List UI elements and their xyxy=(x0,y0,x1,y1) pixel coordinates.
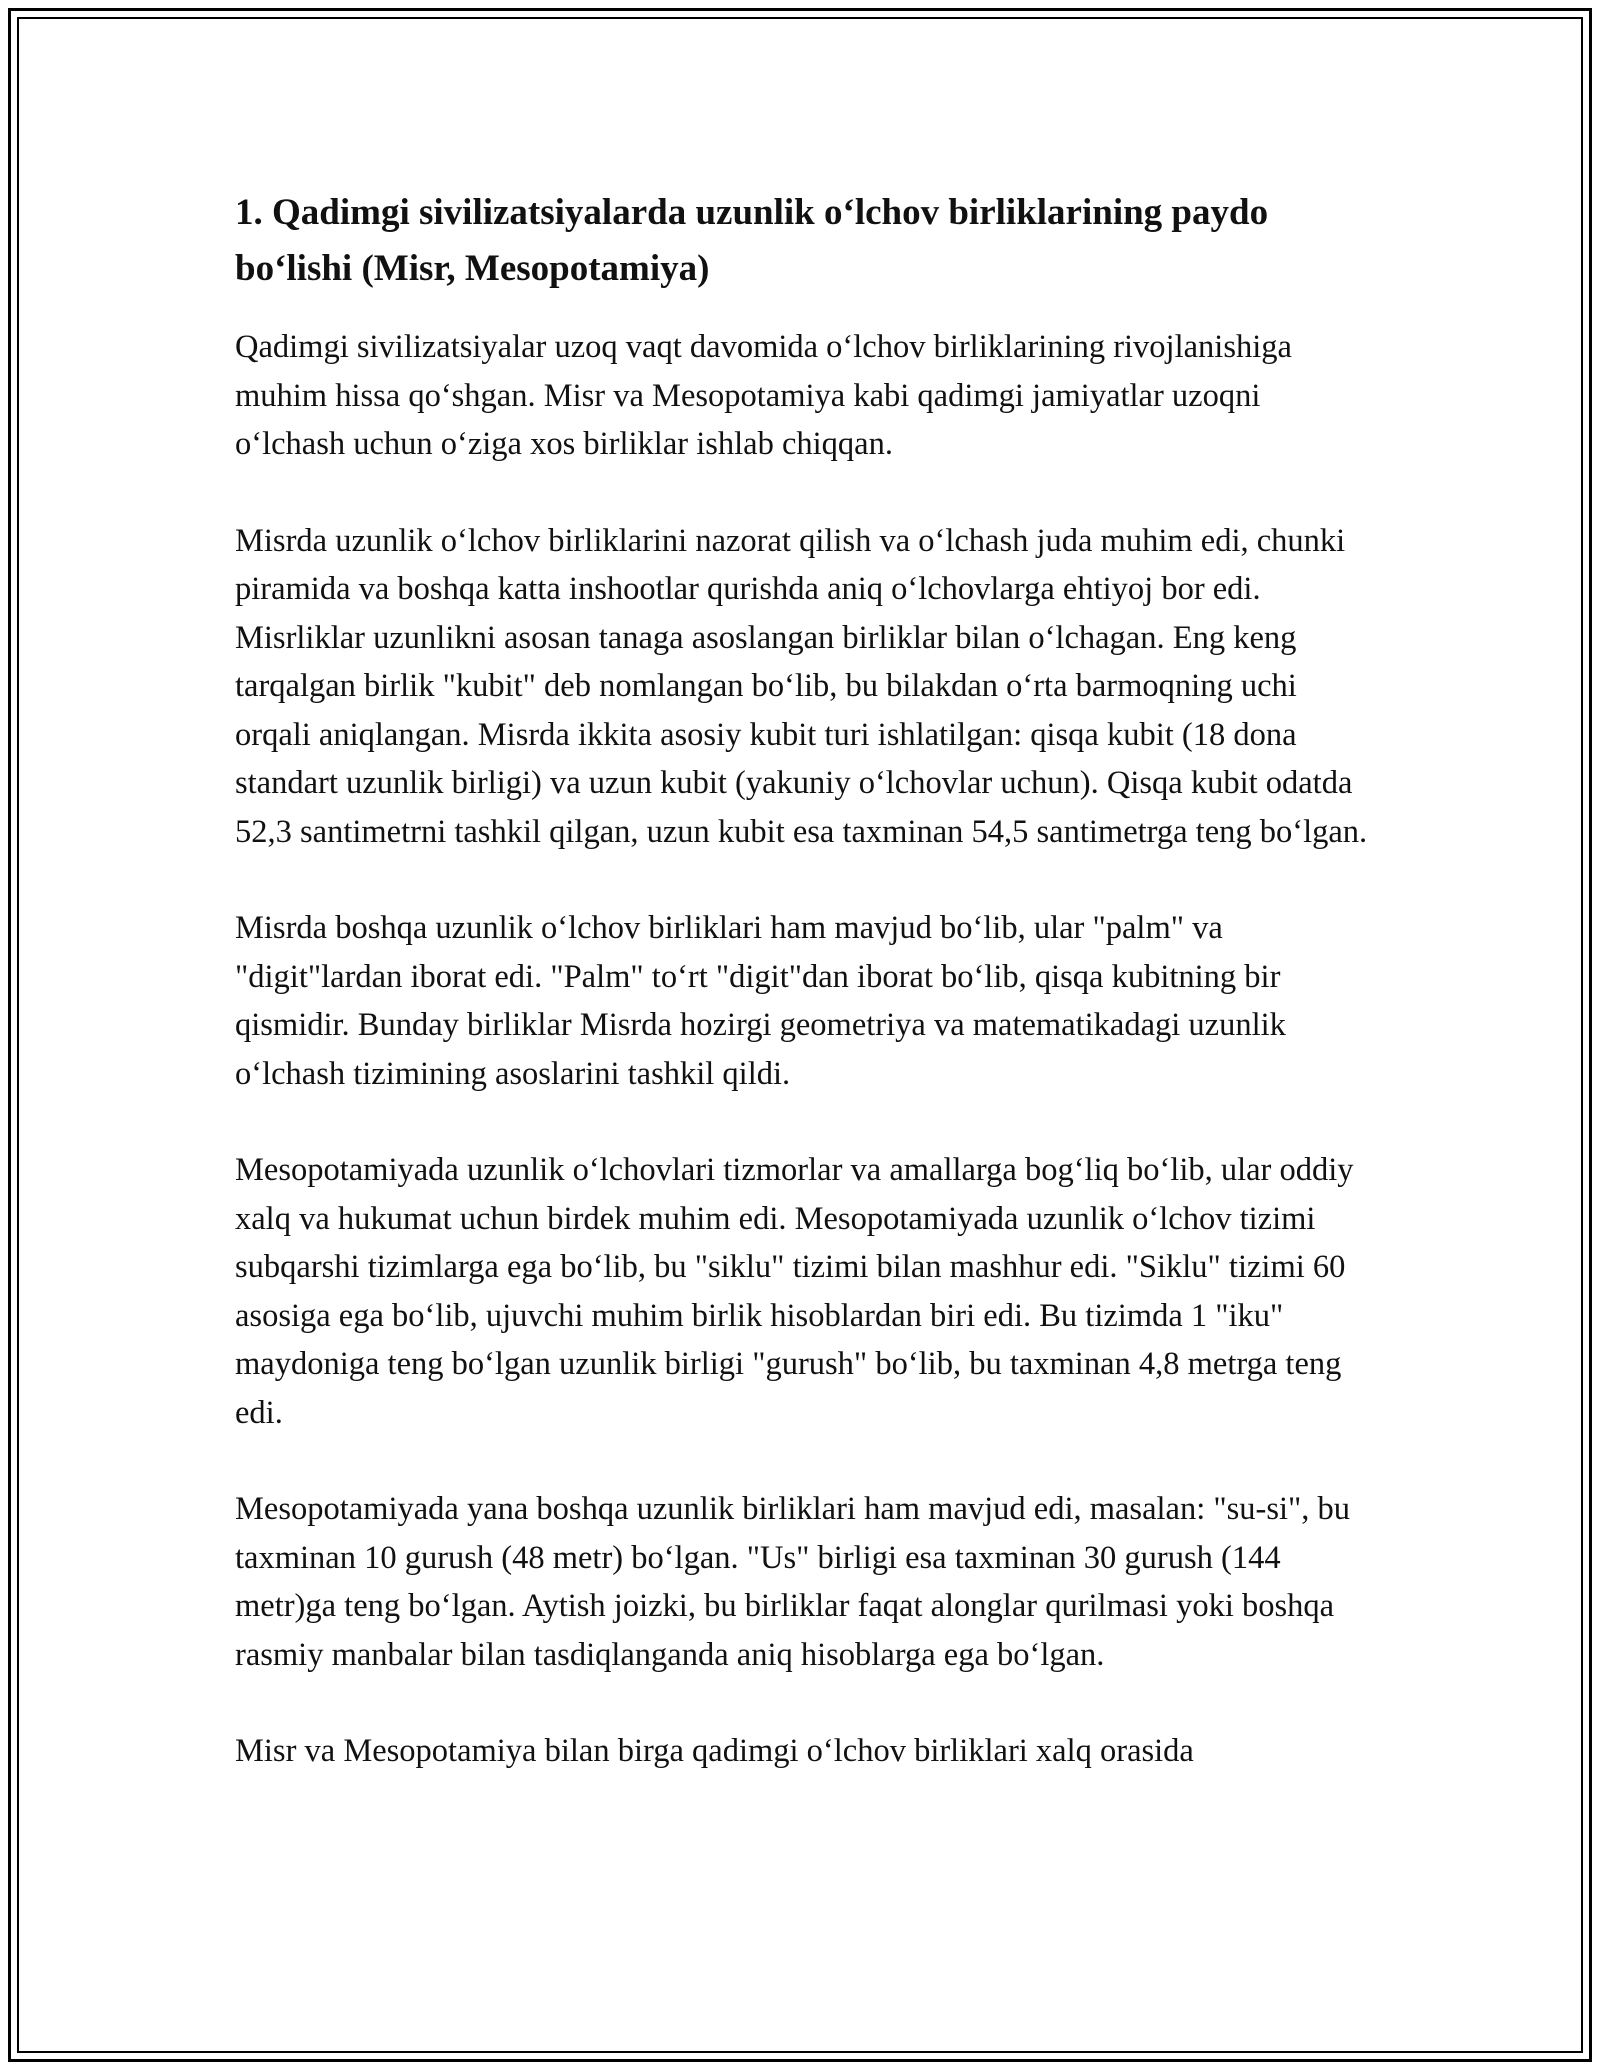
paragraph-egypt-cubit: Misrda uzunlik o‘lchov birliklarini nazorat qilish va o‘lchash juda muhim edi, chunki piramida va boshqa katta inshootlar qurishda aniq o‘lchovlarga ehtiyoj bor edi. Misrliklar uzunlikni asosan tanaga asoslangan birliklar bilan o‘lchagan. Eng keng tarqalgan birlik "kubit" deb nomlangan bo‘lib, bu bilakdan o‘rta barmoqning uchi orqali aniqlangan. Misrda ikkita asosiy kubit turi ishlatilgan: qisqa kubit (18 dona standart uzunlik birligi) va uzun kubit (yakuniy o‘lchovlar uchun). Qisqa kubit odatda 52,3 santimetrni tashkil qilgan, uzun kubit esa taxminan 54,5 santimetrga teng bo‘lgan. xyxy=(235,522,1368,850)
body-text xyxy=(235,323,1375,1776)
paragraph-intro: Qadimgi sivilizatsiyalar uzoq vaqt davomida o‘lchov birliklarining rivojlanishiga muhim hissa qo‘shgan. Misr va Mesopotamiya kabi qadimgi jamiyatlar uzoqni o‘lchash uchun o‘ziga xos birliklar ishlab chiqqan. xyxy=(235,329,1292,462)
document-content xyxy=(235,185,1375,1824)
paragraph-egypt-palm-digit: Misrda boshqa uzunlik o‘lchov birliklari ham mavjud bo‘lib, ular "palm" va "digit"lardan iborat edi. "Palm" to‘rt "digit"dan iborat bo‘lib, qisqa kubitning bir qismidir. Bunday birliklar Misrda hozirgi geometriya va matematikadagi uzunlik o‘lchash tizimining asoslarini tashkil qildi. xyxy=(235,910,1286,1092)
section-title: 1. Qadimgi sivilizatsiyalarda uzunlik o‘lchov birliklarining paydo bo‘lishi (Misr, Mesopotamiya) xyxy=(235,192,1269,289)
paragraph-mesopotamia-system: Mesopotamiyada uzunlik o‘lchovlari tizmorlar va amallarga bog‘liq bo‘lib, ular oddiy xalq va hukumat uchun birdek muhim edi. Mesopotamiyada uzunlik o‘lchov tizimi subqarshi tizimlarga ega bo‘lib, bu "siklu" tizimi bilan mashhur edi. "Siklu" tizimi 60 asosiga ega bo‘lib, ujuvchi muhim birlik hisoblardan biri edi. Bu tizimda 1 "iku" maydoniga teng bo‘lgan uzunlik birligi "gurush" bo‘lib, bu taxminan 4,8 metrga teng edi. xyxy=(235,1152,1354,1431)
paragraph-mesopotamia-units: Mesopotamiyada yana boshqa uzunlik birliklari ham mavjud edi, masalan: "su-si", bu taxminan 10 gurush (48 metr) bo‘lgan. "Us" birligi esa taxminan 30 gurush (144 metr)ga teng bo‘lgan. Aytish joizki, bu birliklar faqat alonglar qurilmasi yoki boshqa rasmiy manbalar bilan tasdiqlanganda aniq hisoblarga ega bo‘lgan. xyxy=(235,1491,1351,1673)
paragraph-continuation: Misr va Mesopotamiya bilan birga qadimgi o‘lchov birliklari xalq orasida xyxy=(235,1733,1194,1769)
